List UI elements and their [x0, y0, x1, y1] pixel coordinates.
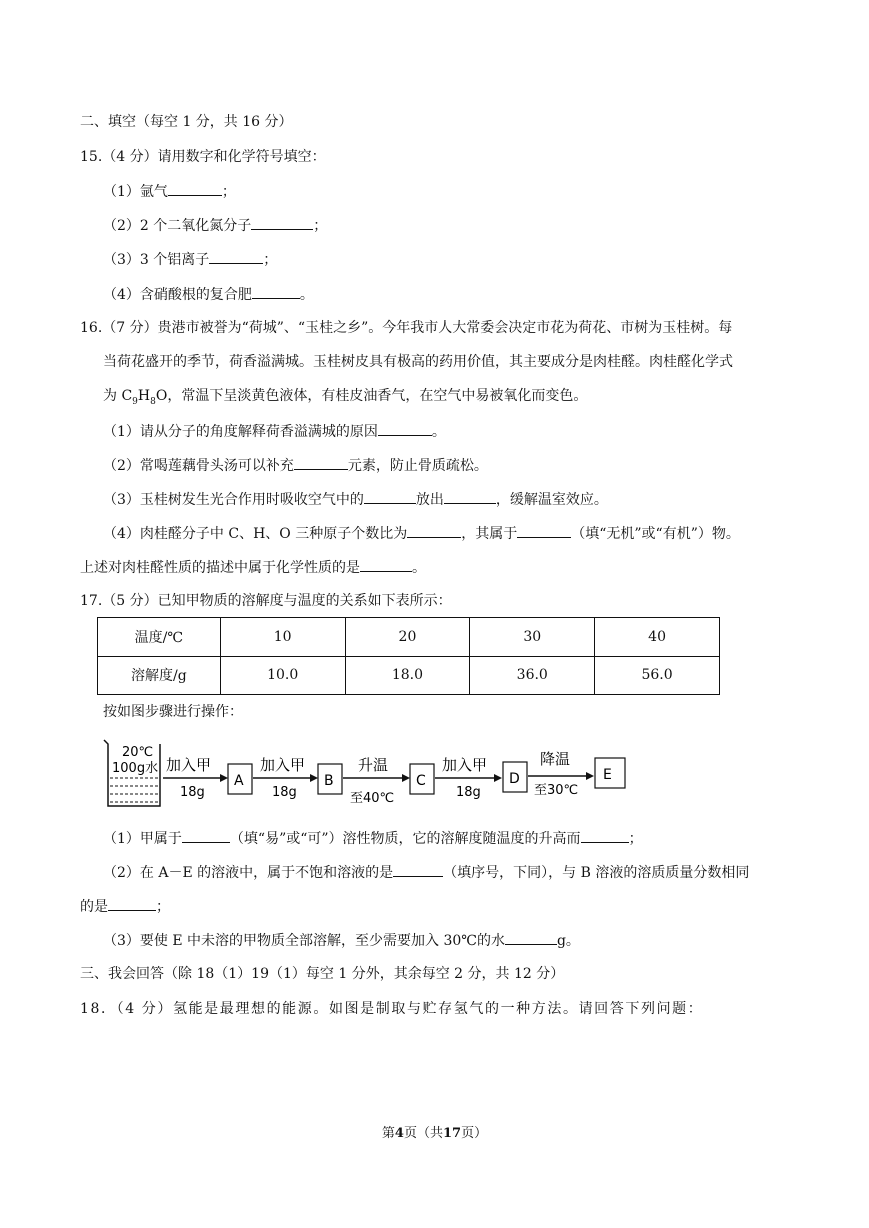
- solubility-table: [97, 617, 720, 695]
- q17-part2-cont: [80, 896, 170, 917]
- answer-blank[interactable]: [209, 249, 263, 264]
- beaker-temp-label: 20℃: [122, 745, 154, 760]
- q17-part1-text: （1）甲属于: [103, 831, 182, 847]
- q16-part4-mid: ，其属于: [461, 526, 518, 542]
- answer-blank[interactable]: [182, 828, 230, 843]
- q16-part4-end: （填“无机”或“有机”）物。: [571, 526, 740, 542]
- q16-part3-mid: 放出: [415, 492, 444, 508]
- q16-line1: 16.（7 分）贵港市被誉为“荷城”、“玉桂之乡”。今年我市人大常委会决定市花为荷花、市树为玉桂树。每: [80, 320, 733, 336]
- q15-part2-text: （2）2 个二氧化氮分子: [103, 218, 252, 234]
- answer-blank[interactable]: [108, 896, 156, 911]
- q17-part3: [103, 930, 580, 951]
- formula-h: H: [137, 388, 151, 404]
- q17-part3-text: （3）要使 E 中未溶的甲物质全部溶解，至少需要加入 30℃的水: [103, 933, 505, 949]
- q16-part2-text: （2）常喝莲藕骨头汤可以补充: [103, 458, 294, 474]
- box-label: B: [324, 773, 334, 789]
- total-pages: 17: [442, 1126, 462, 1141]
- table-cell: 溶解度/g: [98, 656, 221, 695]
- q16-part1: [103, 421, 446, 442]
- arrow-top-label: 加入甲: [260, 756, 306, 774]
- punct: 。: [299, 287, 314, 303]
- q16-part5: [80, 557, 426, 578]
- table-cell: 温度/℃: [98, 618, 221, 657]
- q15-part1: [103, 181, 236, 202]
- q16-part3: [103, 489, 608, 510]
- answer-blank[interactable]: [407, 523, 461, 538]
- q16-part4: [103, 523, 740, 544]
- punct: ；: [263, 252, 278, 268]
- arrow-top-label: 升温: [358, 756, 389, 774]
- answer-blank[interactable]: [360, 557, 412, 572]
- arrow-bottom-label: 18g: [180, 785, 205, 800]
- section3-heading: 三、我会回答（除 18（1）19（1）每空 1 分外，其余每空 2 分，共 12 分）: [80, 966, 565, 982]
- answer-blank[interactable]: [393, 862, 443, 877]
- answer-blank[interactable]: [517, 523, 571, 538]
- page-footer: [0, 1122, 869, 1141]
- process-diagram: [100, 736, 640, 810]
- answer-blank[interactable]: [581, 828, 629, 843]
- q17-part2: [103, 862, 749, 883]
- table-cell: 36.0: [470, 656, 595, 695]
- footer-pre: 第: [381, 1126, 395, 1141]
- arrow-bottom-label: 至40℃: [350, 791, 395, 806]
- punct: ；: [628, 831, 643, 847]
- punct: 。: [431, 424, 446, 440]
- arrow-top-label: 降温: [540, 750, 571, 768]
- box-label: E: [603, 767, 612, 783]
- formula-prefix: 为 C: [103, 388, 133, 404]
- q15-part3: [103, 249, 277, 270]
- arrow-head-icon: [310, 774, 318, 782]
- table-cell: 20: [345, 618, 470, 657]
- answer-blank[interactable]: [251, 215, 313, 230]
- table-cell: 18.0: [345, 656, 470, 695]
- punct: ；: [313, 218, 328, 234]
- answer-blank[interactable]: [505, 930, 557, 945]
- table-cell: 30: [470, 618, 595, 657]
- section2-heading: 二、填空（每空 1 分，共 16 分）: [80, 114, 293, 130]
- arrow-bottom-label: 18g: [456, 785, 481, 800]
- answer-blank[interactable]: [294, 455, 348, 470]
- q17-part3-end: g。: [556, 933, 580, 949]
- arrow-head-icon: [402, 774, 410, 782]
- footer-mid: 页（共: [403, 1126, 443, 1141]
- answer-blank[interactable]: [364, 489, 416, 504]
- q16-part5-text: 上述对肉桂醛性质的描述中属于化学性质的是: [80, 560, 360, 576]
- q17-part2-cont-text: 的是: [80, 899, 108, 915]
- q16-line2: 当荷花盛开的季节，荷香溢满城。玉桂树皮具有极高的药用价值，其主要成分是肉桂醛。肉桂醛化学式: [103, 354, 733, 370]
- punct: ；: [156, 899, 170, 915]
- q17-part2-mid: （填序号，下同），与 B 溶液的溶质质量分数相同: [443, 865, 750, 881]
- answer-blank[interactable]: [378, 421, 432, 436]
- page-number: 4: [394, 1126, 404, 1141]
- box-label: C: [416, 773, 426, 789]
- q15-part4-text: （4）含硝酸根的复合肥: [103, 287, 252, 303]
- table-cell: 10.0: [220, 656, 345, 695]
- q15-part1-text: （1）氩气: [103, 184, 168, 200]
- q16-line3-rest: O，常温下呈淡黄色液体，有桂皮油香气，在空气中易被氧化而变色。: [155, 388, 588, 404]
- q16-part3-text: （3）玉桂树发生光合作用时吸收空气中的: [103, 492, 364, 508]
- q15-stem: 15.（4 分）请用数字和化学符号填空：: [80, 149, 326, 165]
- table-row: [98, 656, 720, 695]
- q16-part2: [103, 455, 488, 476]
- table-cell: 40: [595, 618, 720, 657]
- answer-blank[interactable]: [168, 181, 222, 196]
- punct: ；: [221, 184, 236, 200]
- q16-part3-end: ，缓解温室效应。: [495, 492, 608, 508]
- subscript: 8: [150, 396, 156, 407]
- q16-part2-text-end: 元素，防止骨质疏松。: [347, 458, 488, 474]
- arrow-bottom-label: 18g: [272, 785, 297, 800]
- q18-stem: 18．（4 分）氢能是最理想的能源。如图是制取与贮存氢气的一种方法。请回答下列问题：: [80, 1001, 704, 1017]
- q16-line3: [103, 386, 587, 412]
- arrow-top-label: 加入甲: [166, 756, 212, 774]
- q17-stem: 17.（5 分）已知甲物质的溶解度与温度的关系如下表所示：: [80, 593, 452, 609]
- box-label: A: [234, 773, 244, 789]
- table-cell: 10: [220, 618, 345, 657]
- beaker-water-label: 100g水: [112, 761, 159, 776]
- footer-post: 页）: [461, 1126, 488, 1141]
- q17-steps-intro: 按如图步骤进行操作：: [103, 704, 243, 720]
- q15-part3-text: （3）3 个铝离子: [103, 252, 210, 268]
- subscript: 9: [132, 396, 138, 407]
- q17-part2-text: （2）在 A－E 的溶液中，属于不饱和溶液的是: [103, 865, 394, 881]
- q15-part4: [103, 284, 314, 305]
- q17-part1: [103, 828, 643, 849]
- box-label: D: [509, 771, 520, 787]
- arrow-top-label: 加入甲: [442, 756, 488, 774]
- arrow-bottom-label: 至30℃: [534, 783, 579, 798]
- answer-blank[interactable]: [444, 489, 496, 504]
- arrow-head-icon: [494, 774, 502, 782]
- q17-part1-mid: （填“易”或“可”）溶性物质，它的溶解度随温度的升高而: [229, 831, 581, 847]
- answer-blank[interactable]: [252, 284, 300, 299]
- arrow-head-icon: [220, 774, 228, 782]
- table-cell: 56.0: [595, 656, 720, 695]
- q15-part2: [103, 215, 327, 236]
- table-row: [98, 618, 720, 657]
- q16-part1-text: （1）请从分子的角度解释荷香溢满城的原因: [103, 424, 378, 440]
- arrow-head-icon: [586, 772, 594, 780]
- punct: 。: [412, 560, 426, 576]
- q16-part4-text: （4）肉桂醛分子中 C、H、O 三种原子个数比为: [103, 526, 408, 542]
